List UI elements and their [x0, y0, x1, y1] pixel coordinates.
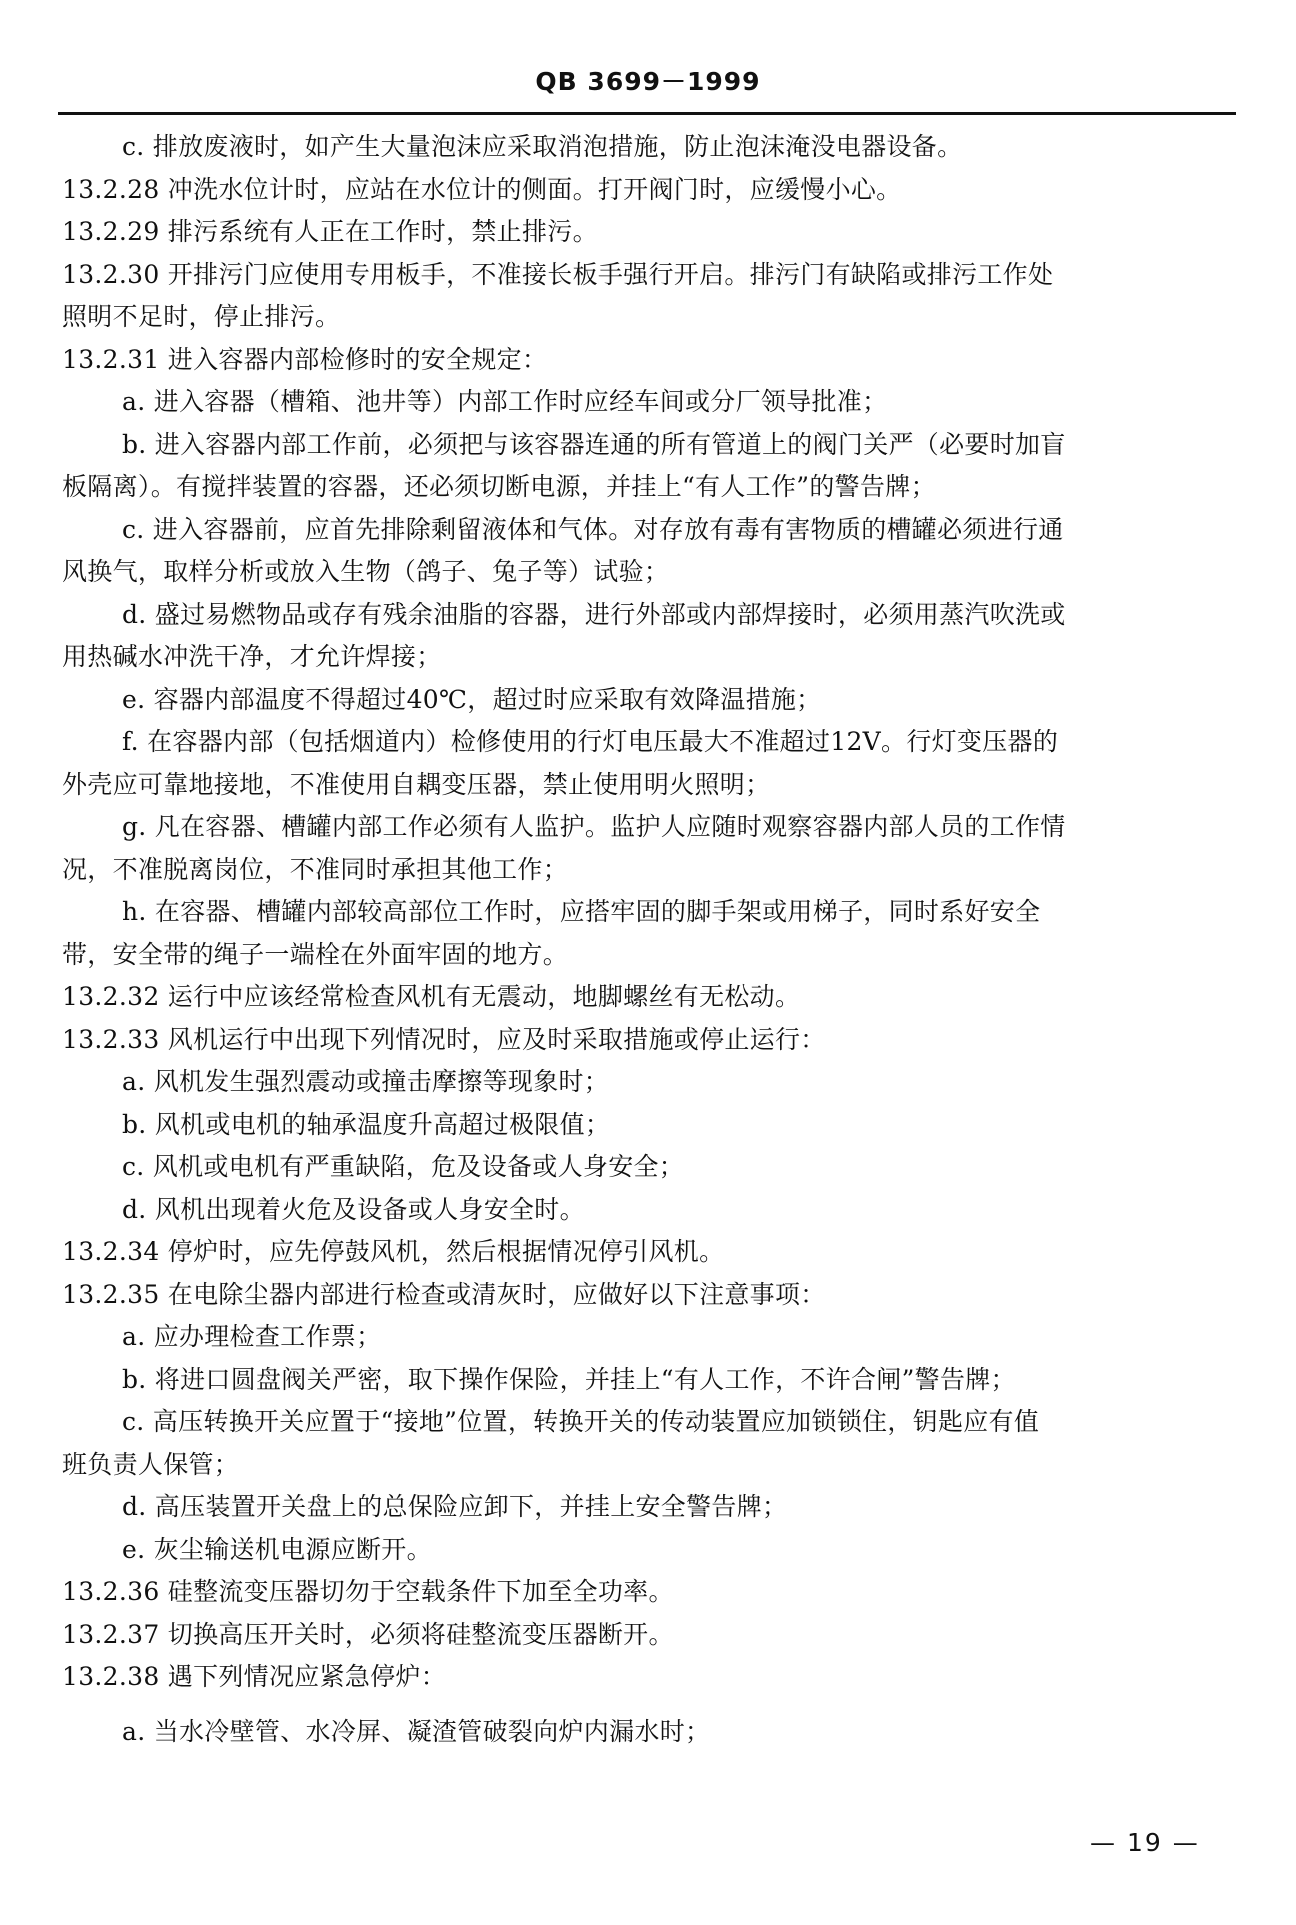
text-line: c. 排放废液时，如产生大量泡沫应采取消泡措施，防止泡沫淹没电器设备。: [122, 132, 963, 161]
text-line: 13.2.37 切换高压开关时，必须将硅整流变压器断开。: [62, 1619, 674, 1649]
text-line: b. 风机或电机的轴承温度升高超过极限值；: [122, 1109, 611, 1139]
text-line: e. 容器内部温度不得超过40℃，超过时应采取有效降温措施；: [122, 684, 822, 714]
text-line: e. 灰尘输送机电源应断开。: [122, 1534, 432, 1564]
text-line: 板隔离）。有搅拌装置的容器，还必须切断电源，并挂上“有人工作”的警告牌；: [62, 472, 936, 501]
text-line: 13.2.31 进入容器内部检修时的安全规定：: [62, 344, 548, 374]
text-line: 用热碱水冲洗干净，才允许焊接；: [62, 642, 442, 671]
header-rule: [58, 112, 1236, 115]
text-line: 外壳应可靠地接地，不准使用自耦变压器，禁止使用明火照明；: [62, 769, 771, 799]
text-line: 况，不准脱离岗位，不准同时承担其他工作；: [62, 854, 569, 884]
text-line: 13.2.32 运行中应该经常检查风机有无震动，地脚螺丝有无松动。: [62, 982, 801, 1011]
text-line: h. 在容器、槽罐内部较高部位工作时，应搭牢固的脚手架或用梯子，同时系好安全: [122, 897, 1041, 926]
text-line: a. 风机发生强烈震动或撞击摩擦等现象时；: [122, 1067, 610, 1096]
text-line: 13.2.34 停炉时，应先停鼓风机，然后根据情况停引风机。: [62, 1237, 725, 1266]
page-number: — 19 —: [1090, 1828, 1200, 1857]
text-line: 13.2.33 风机运行中出现下列情况时，应及时采取措施或停止运行：: [62, 1024, 826, 1054]
text-line: a. 当水冷壁管、水冷屏、凝渣管破裂向炉内漏水时；: [122, 1716, 711, 1746]
text-line: 13.2.30 开排污门应使用专用板手，不准接长板手强行开启。排污门有缺陷或排污工作处: [62, 259, 1054, 289]
text-line: d. 高压装置开关盘上的总保险应卸下，并挂上安全警告牌；: [122, 1492, 788, 1521]
document-header: QB 3699－1999: [535, 67, 761, 96]
text-line: c. 高压转换开关应置于“接地”位置，转换开关的传动装置应加锁锁住，钥匙应有值: [122, 1407, 1040, 1436]
text-line: f. 在容器内部（包括烟道内）检修使用的行灯电压最大不准超过12V。行灯变压器的: [122, 727, 1059, 756]
text-line: c. 进入容器前，应首先排除剩留液体和气体。对存放有毒有害物质的槽罐必须进行通: [122, 514, 1064, 544]
text-line: 13.2.28 冲洗水位计时，应站在水位计的侧面。打开阀门时，应缓慢小心。: [62, 174, 902, 204]
text-line: 13.2.29 排污系统有人正在工作时，禁止排污。: [62, 217, 598, 246]
text-line: c. 风机或电机有严重缺陷，危及设备或人身安全；: [122, 1152, 685, 1181]
text-line: d. 盛过易燃物品或存有残余油脂的容器，进行外部或内部焊接时，必须用蒸汽吹洗或: [122, 599, 1066, 629]
text-line: a. 应办理检查工作票；: [122, 1322, 382, 1351]
text-line: 带，安全带的绳子一端栓在外面牢固的地方。: [62, 939, 569, 969]
text-line: 照明不足时，停止排污。: [62, 302, 341, 331]
text-line: g. 凡在容器、槽罐内部工作必须有人监护。监护人应随时观察容器内部人员的工作情: [122, 812, 1066, 841]
text-line: a. 进入容器（槽箱、池井等）内部工作时应经车间或分厂领导批准；: [122, 387, 888, 416]
text-line: 13.2.38 遇下列情况应紧急停炉：: [62, 1662, 447, 1691]
text-line: 13.2.35 在电除尘器内部进行检查或清灰时，应做好以下注意事项：: [62, 1279, 826, 1309]
text-line: 风换气，取样分析或放入生物（鸽子、兔子等）试验；: [62, 557, 670, 586]
text-line: 班负责人保管；: [62, 1449, 240, 1479]
text-line: 13.2.36 硅整流变压器切勿于空载条件下加至全功率。: [62, 1577, 674, 1606]
text-line: b. 进入容器内部工作前，必须把与该容器连通的所有管道上的阀门关严（必要时加盲: [122, 429, 1066, 459]
text-line: b. 将进口圆盘阀关严密，取下操作保险，并挂上“有人工作，不许合闸”警告牌；: [122, 1364, 1016, 1394]
document-body: [62, 126, 1242, 1753]
text-line: d. 风机出现着火危及设备或人身安全时。: [122, 1194, 585, 1224]
